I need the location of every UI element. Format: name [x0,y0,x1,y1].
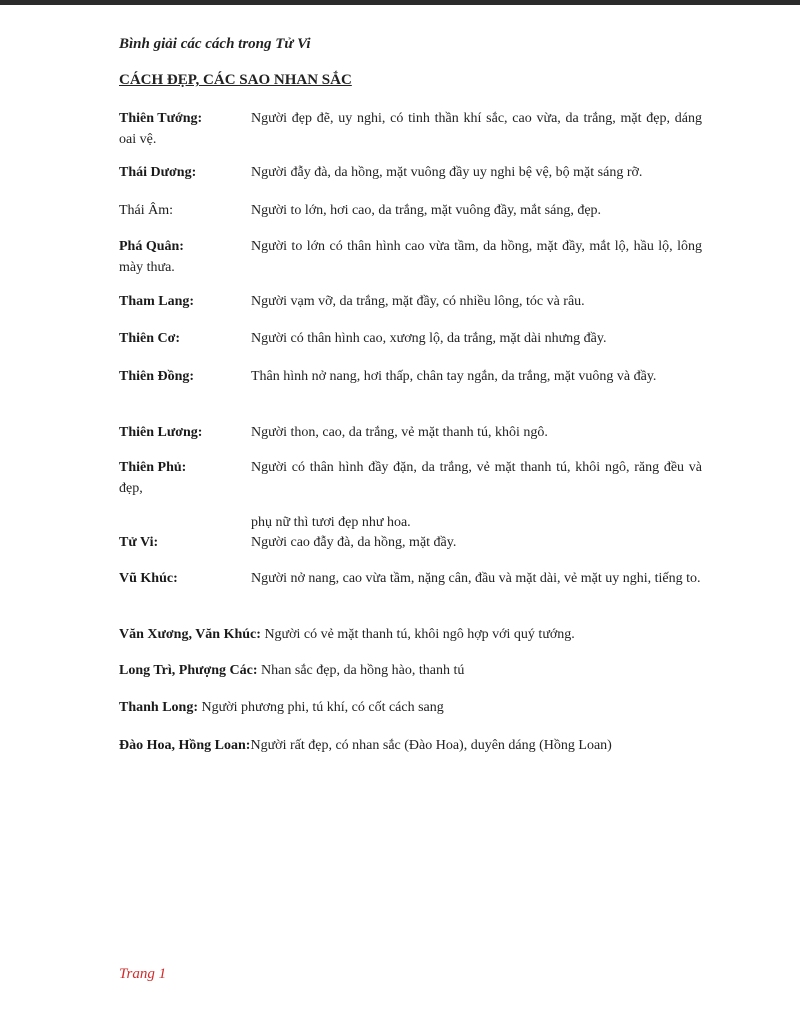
entry-text: Người vạm vỡ, da trắng, mặt đầy, có nhiều lông, tóc và râu. [251,294,585,309]
top-border-bar [0,0,800,5]
entry-text: Người cao đẫy đà, da hồng, mặt đầy. [251,535,457,550]
entry-thai-duong [119,162,702,183]
entry-label: Thiên Đồng: [119,369,195,384]
entry-text: Người có vẻ mặt thanh tú, khôi ngô hợp với quý tướng. [264,627,575,642]
entry-thien-co [119,328,702,349]
entry-label: Đào Hoa, Hồng Loan: [119,738,251,753]
entry-label: Long Trì, Phượng Các: [119,663,258,678]
entry-text: Người to lớn có thân hình cao vừa tầm, da hồng, mặt đầy, mắt lộ, hầu lộ, lông mày thưa. [119,239,702,275]
entry-van-xuong-van-khuc [119,624,702,645]
entry-label: Thái Dương: [119,165,197,180]
page-number: Trang 1 [119,966,167,982]
entry-pha-quan [119,236,702,278]
entry-text: Thân hình nở nang, hơi thấp, chân tay ngắn, da trắng, mặt vuông và đầy. [251,369,657,384]
entry-label: Phá Quân: [119,239,184,254]
entry-label: Thiên Lương: [119,425,203,440]
entry-text: Người đẫy đà, da hồng, mặt vuông đầy uy nghi bệ vệ, bộ mặt sáng rỡ. [251,165,643,180]
entry-thien-dong [119,366,702,387]
entry-tham-lang [119,291,702,312]
section-heading: CÁCH ĐẸP, CÁC SAO NHAN SẮC [119,72,352,88]
entry-tu-vi [119,532,702,553]
entry-label: Vũ Khúc: [119,571,178,586]
entry-label: Thiên Phủ: [119,460,187,475]
entry-label: Tử Vi: [119,535,159,550]
entry-vu-khuc [119,568,702,589]
entry-label: Thanh Long: [119,700,198,715]
entry-thien-tuong [119,108,702,150]
entry-thanh-long [119,697,702,718]
page-header-title: Bình giải các cách trong Tử Vi [119,36,311,52]
entry-text: Người rất đẹp, có nhan sắc (Đào Hoa), duyên dáng (Hồng Loan) [250,738,612,753]
entry-long-tri-phuong-cac [119,660,702,681]
entry-text: Người nở nang, cao vừa tầm, nặng cân, đầu và mặt dài, vẻ mặt uy nghi, tiếng to. [251,571,701,586]
entry-label: Tham Lang: [119,294,195,309]
entry-thai-am [119,200,702,221]
entry-text: Người phương phi, tú khí, có cốt cách sang [201,700,444,715]
entry-label: Thiên Tướng: [119,111,203,126]
entry-text: Người có thân hình cao, xương lộ, da trắng, mặt dài nhưng đầy. [251,331,607,346]
entry-text: Người thon, cao, da trắng, vẻ mặt thanh tú, khôi ngô. [251,425,548,440]
entry-label: Thiên Cơ: [119,331,181,346]
entry-dao-hoa-hong-loan [119,735,702,756]
entry-thien-phu [119,457,702,533]
entry-label: Văn Xương, Văn Khúc: [119,627,261,642]
entry-text: Người đẹp đẽ, uy nghi, có tinh thần khí sắc, cao vừa, da trắng, mặt đẹp, dáng oai vệ. [119,111,702,147]
entry-text: Người to lớn, hơi cao, da trắng, mặt vuông đầy, mắt sáng, đẹp. [251,203,602,218]
entry-text: Người có thân hình đầy đặn, da trắng, vẻ mặt thanh tú, khôi ngô, răng đều và đẹp, [119,460,702,496]
entry-text-continuation: phụ nữ thì tươi đẹp như hoa. [251,515,411,530]
entry-label: Thái Âm: [119,203,174,218]
entry-thien-luong [119,422,702,443]
entry-text: Nhan sắc đẹp, da hồng hào, thanh tú [261,663,465,678]
